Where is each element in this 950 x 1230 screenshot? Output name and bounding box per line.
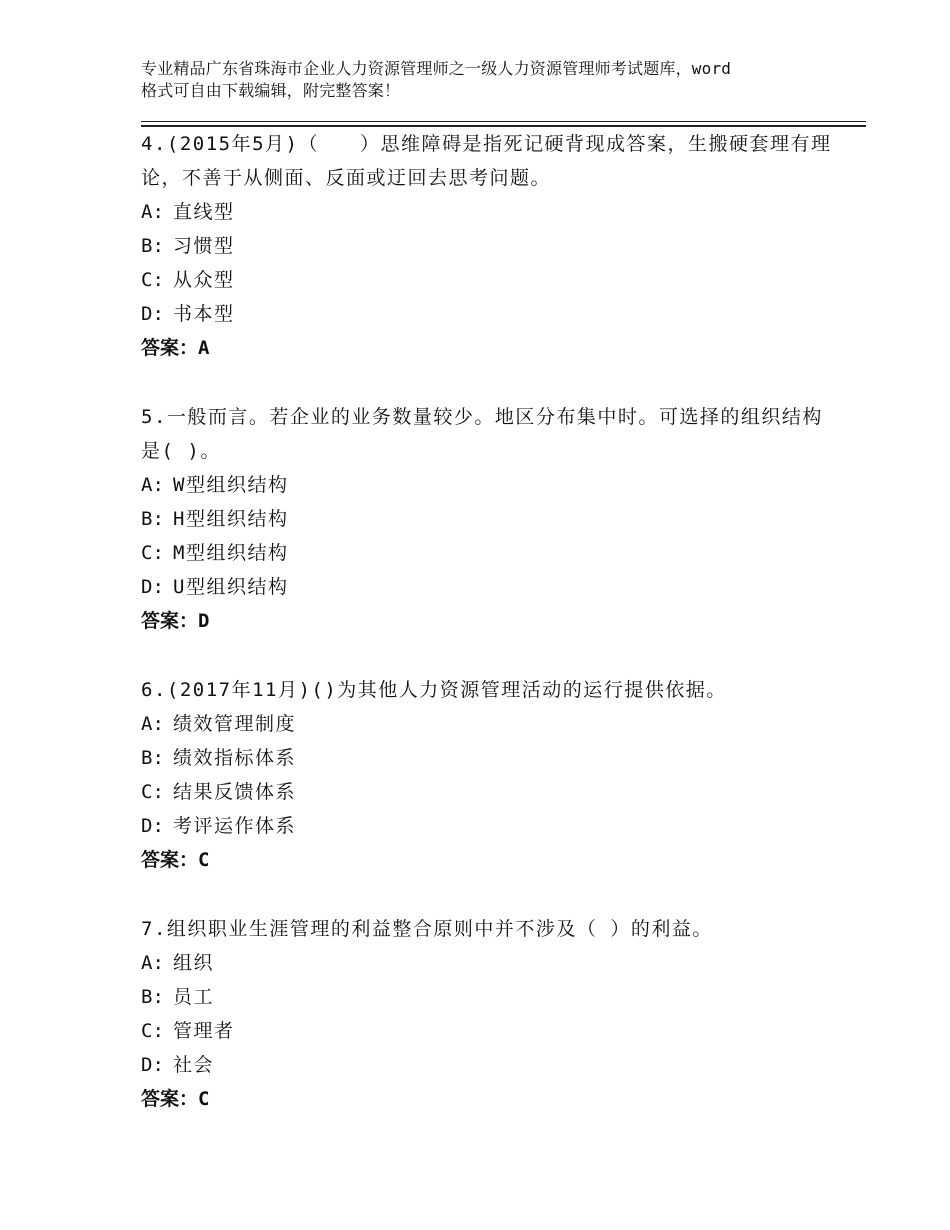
document-header: [141, 58, 841, 102]
option-key: C:: [141, 1020, 164, 1042]
question-5: [141, 400, 841, 638]
answer-line: [141, 604, 841, 638]
option-text: 书本型: [173, 303, 235, 325]
answer-line: [141, 1082, 841, 1116]
option-text: 绩效管理制度: [173, 713, 297, 735]
option-b: [141, 980, 841, 1014]
question-text: 5.一般而言。若企业的业务数量较少。地区分布集中时。可选择的组织结构是( )。: [141, 406, 823, 462]
question-7: [141, 912, 841, 1116]
option-text: 从众型: [173, 269, 235, 291]
question-text: 6.(2017年11月)()为其他人力资源管理活动的运行提供依据。: [141, 679, 727, 701]
option-text: 绩效指标体系: [173, 747, 297, 769]
answer-label: 答案：: [141, 610, 199, 632]
option-key: A:: [141, 952, 164, 974]
option-key: D:: [141, 303, 164, 325]
answer-line: [141, 843, 841, 877]
question-4: [141, 127, 841, 365]
answer-label: 答案：: [141, 1088, 199, 1110]
option-text: 社会: [173, 1054, 215, 1076]
option-d: [141, 809, 841, 843]
answer-value: C: [198, 1088, 210, 1110]
option-d: [141, 570, 841, 604]
option-text: H型组织结构: [173, 508, 289, 530]
option-key: B:: [141, 986, 164, 1008]
option-d: [141, 1048, 841, 1082]
option-b: [141, 229, 841, 263]
answer-value: D: [198, 610, 210, 632]
option-text: 员工: [173, 986, 215, 1008]
option-key: B:: [141, 235, 164, 257]
question-text: 4.(2015年5月)（ ）思维障碍是指死记硬背现成答案，生搬硬套理有理论，不善于从侧面、反面或迂回去思考问题。: [141, 133, 832, 189]
option-key: A:: [141, 201, 164, 223]
option-a: [141, 195, 841, 229]
option-a: [141, 946, 841, 980]
option-key: D:: [141, 815, 164, 837]
option-text: U型组织结构: [173, 576, 289, 598]
answer-label: 答案：: [141, 337, 199, 359]
header-divider-thin: [141, 121, 866, 122]
option-a: [141, 468, 841, 502]
option-key: A:: [141, 713, 164, 735]
answer-label: 答案：: [141, 849, 199, 871]
answer-value: A: [198, 337, 210, 359]
option-text: 结果反馈体系: [173, 781, 297, 803]
option-c: [141, 1014, 841, 1048]
question-text: 7.组织职业生涯管理的利益整合原则中并不涉及（ ）的利益。: [141, 918, 713, 940]
option-key: D:: [141, 576, 164, 598]
option-key: A:: [141, 474, 164, 496]
option-key: C:: [141, 269, 164, 291]
header-line-1: 专业精品广东省珠海市企业人力资源管理师之一级人力资源管理师考试题库，word: [141, 59, 732, 78]
option-d: [141, 297, 841, 331]
option-text: 管理者: [173, 1020, 235, 1042]
option-key: B:: [141, 508, 164, 530]
option-key: C:: [141, 542, 164, 564]
option-text: M型组织结构: [173, 542, 289, 564]
answer-value: C: [198, 849, 210, 871]
answer-line: [141, 331, 841, 365]
option-c: [141, 775, 841, 809]
option-text: 直线型: [173, 201, 235, 223]
header-line-2: 格式可自由下载编辑，附完整答案！: [141, 81, 401, 100]
option-b: [141, 741, 841, 775]
option-key: B:: [141, 747, 164, 769]
option-c: [141, 263, 841, 297]
option-text: 考评运作体系: [173, 815, 297, 837]
option-c: [141, 536, 841, 570]
option-key: C:: [141, 781, 164, 803]
question-6: [141, 673, 841, 877]
option-key: D:: [141, 1054, 164, 1076]
option-text: 组织: [173, 952, 215, 974]
option-text: 习惯型: [173, 235, 235, 257]
option-a: [141, 707, 841, 741]
option-b: [141, 502, 841, 536]
option-text: W型组织结构: [173, 474, 289, 496]
